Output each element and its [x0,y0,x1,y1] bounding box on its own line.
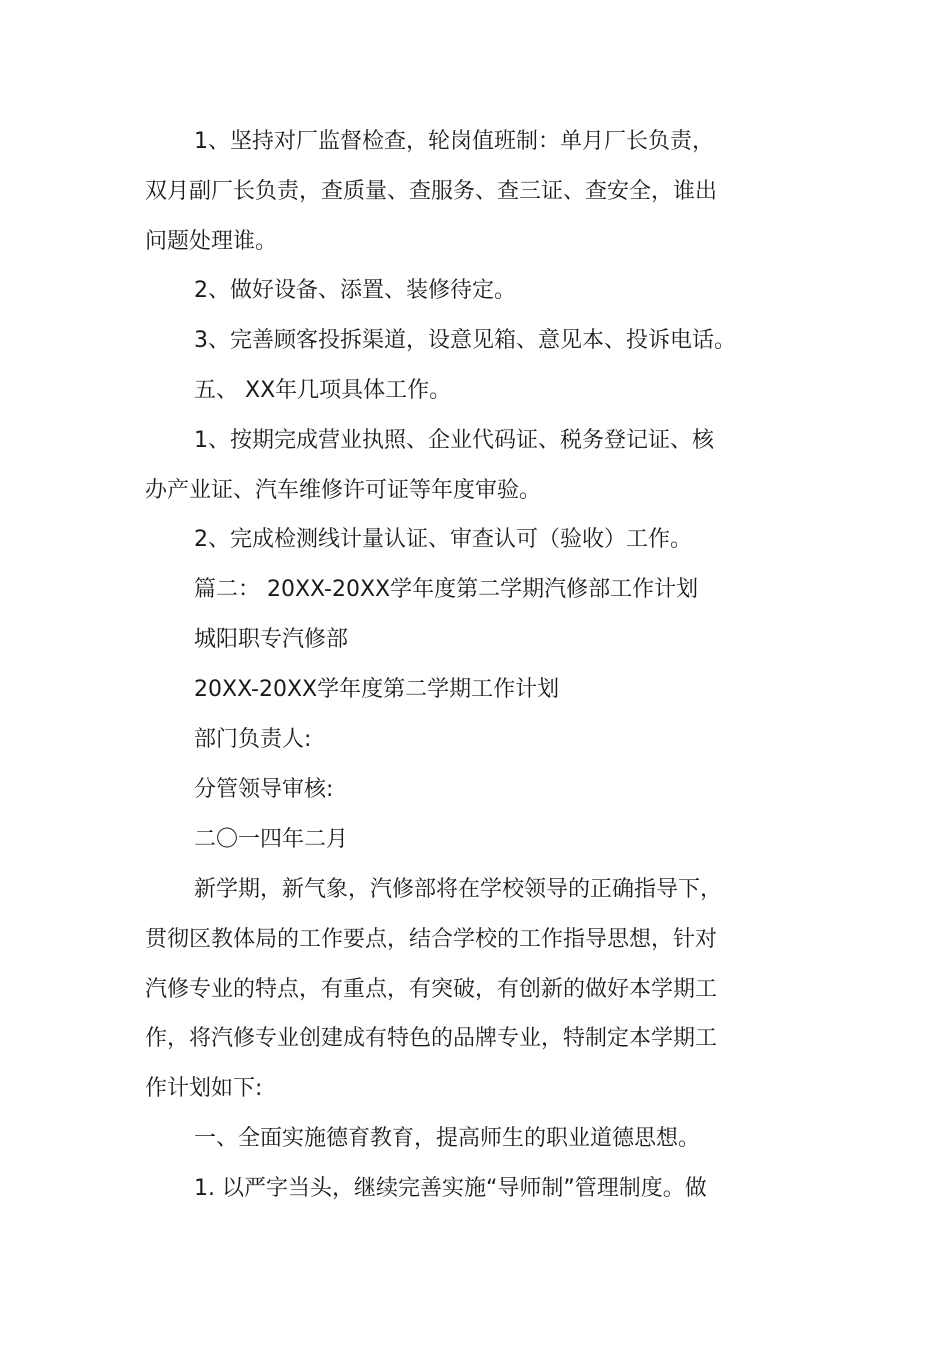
paragraph-line: 双月副厂长负责，查质量、查服务、查三证、查安全，谁出 [145,179,718,204]
date-line: 二〇一四年二月 [194,827,349,852]
paragraph-line: 汽修专业的特点，有重点，有突破，有创新的做好本学期工 [145,977,718,1002]
section-heading: 五、 XX年几项具体工作。 [194,378,452,403]
paragraph-line: 新学期，新气象，汽修部将在学校领导的正确指导下， [194,877,723,902]
paragraph-line: 办产业证、汽车维修许可证等年度审验。 [145,478,542,503]
paragraph-line: 1. 以严字当头，继续完善实施“导师制”管理制度。做 [194,1176,707,1201]
chapter-title: 篇二： 20XX-20XX学年度第二学期汽修部工作计划 [194,577,699,602]
paragraph-line: 贯彻区教体局的工作要点，结合学校的工作指导思想，针对 [145,927,718,952]
department-head-label: 部门负责人: [194,727,312,752]
paragraph-line: 作，将汽修专业创建成有特色的品牌专业，特制定本学期工 [145,1026,718,1051]
paragraph-line: 1、按期完成营业执照、企业代码证、税务登记证、核 [194,428,714,453]
paragraph-line: 2、做好设备、添置、装修待定。 [194,278,516,303]
paragraph-line: 作计划如下: [145,1076,263,1101]
paragraph-line: 2、完成检测线计量认证、审查认可（验收）工作。 [194,527,692,552]
reviewer-label: 分管领导审核: [194,777,334,802]
paragraph-line: 问题处理谁。 [145,229,278,254]
paragraph-line: 1、坚持对厂监督检查，轮岗值班制：单月厂长负责， [194,129,714,154]
paragraph-line: 3、完善顾客投拆渠道，设意见箱、意见本、投诉电话。 [194,328,736,353]
plan-title: 20XX-20XX学年度第二学期工作计划 [194,677,560,702]
section-heading: 一、全面实施德育教育，提高师生的职业道德思想。 [194,1126,701,1151]
department-name: 城阳职专汽修部 [194,627,349,652]
